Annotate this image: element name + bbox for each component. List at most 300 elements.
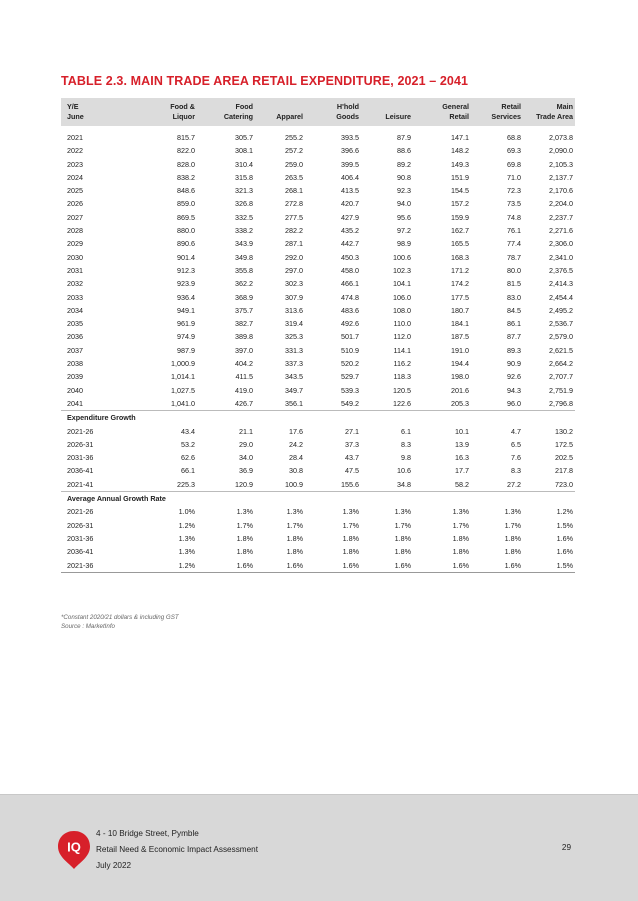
table-cell: 268.1 <box>285 186 303 196</box>
table-cell: 1.8% <box>452 547 469 557</box>
table-cell: 1.2% <box>556 507 573 517</box>
table-cell: 1.6% <box>413 559 471 573</box>
table-cell: 1.8% <box>342 533 359 543</box>
table-cell: 2,090.0 <box>549 146 573 156</box>
table-cell: 94.3 <box>507 385 521 395</box>
table-cell: 337.3 <box>285 359 303 369</box>
table-cell: 184.1 <box>451 319 469 329</box>
column-header-line2: Apparel <box>276 112 303 121</box>
table-cell: 501.7 <box>341 332 359 342</box>
table-cell: 68.8 <box>507 133 521 142</box>
table-cell: 1.7% <box>394 520 411 530</box>
table-cell: 1.7% <box>236 520 253 530</box>
table-cell: 474.8 <box>341 292 359 302</box>
expenditure-table <box>61 98 575 573</box>
column-header-line1: General <box>442 102 469 111</box>
table-notes <box>61 613 179 631</box>
table-cell: 1.8% <box>286 547 303 557</box>
table-cell: 1,027.5 <box>171 385 195 395</box>
table-cell: 305.7 <box>235 133 253 142</box>
table-cell: 73.5 <box>507 199 521 209</box>
table-row <box>61 505 575 518</box>
table-cell: 180.7 <box>451 305 469 315</box>
table-cell: 325.3 <box>285 332 303 342</box>
table-cell: 194.4 <box>451 359 469 369</box>
table-row <box>61 384 575 397</box>
table-cell: 282.2 <box>285 226 303 236</box>
table-cell: 2,376.5 <box>549 265 573 275</box>
column-header <box>139 98 197 126</box>
table-cell: 1.8% <box>504 547 521 557</box>
table-cell: 815.7 <box>177 133 195 142</box>
column-header-line2: Catering <box>223 112 253 121</box>
table-cell: 94.0 <box>397 199 411 209</box>
table-cell: 272.8 <box>285 199 303 209</box>
row-label: 2021 <box>67 133 83 142</box>
table-cell: 114.1 <box>393 345 411 355</box>
table-cell: 277.5 <box>285 212 303 222</box>
table-cell: 1.3% <box>342 507 359 517</box>
table-cell: 120.5 <box>393 385 411 395</box>
table-cell: 1.7% <box>452 520 469 530</box>
table-row <box>61 171 575 184</box>
table-cell: 343.5 <box>285 372 303 382</box>
row-label: 2031-36 <box>67 533 94 543</box>
table-row <box>61 197 575 210</box>
table-cell: 292.0 <box>285 252 303 262</box>
footer-address: 4 - 10 Bridge Street, Pymble <box>96 829 199 838</box>
constant-dollars-note: *Constant 2020/21 dollars & including GST <box>61 614 179 621</box>
table-row <box>61 478 575 492</box>
table-cell: 2,306.0 <box>549 239 573 249</box>
table-row <box>61 438 575 451</box>
table-cell: 96.0 <box>471 397 523 411</box>
table-cell: 723.0 <box>523 478 575 492</box>
table-cell: 901.4 <box>177 252 195 262</box>
table-cell: 43.4 <box>181 426 195 436</box>
table-cell: 310.4 <box>235 159 253 169</box>
row-label: 2024 <box>67 172 83 182</box>
table-cell: 157.2 <box>451 199 469 209</box>
table-cell: 191.0 <box>451 345 469 355</box>
iq-logo-icon <box>57 830 91 870</box>
table-cell: 1.8% <box>394 547 411 557</box>
table-cell: 510.9 <box>341 345 359 355</box>
table-cell: 2,137.7 <box>549 172 573 182</box>
table-cell: 2,621.5 <box>549 345 573 355</box>
table-cell: 308.1 <box>235 146 253 156</box>
table-cell: 936.4 <box>177 292 195 302</box>
table-cell: 110.0 <box>393 319 411 329</box>
table-cell: 520.2 <box>341 359 359 369</box>
table-cell: 13.9 <box>455 439 469 449</box>
table-row <box>61 357 575 370</box>
table-cell: 2,271.6 <box>549 226 573 236</box>
table-cell: 149.3 <box>451 159 469 169</box>
table-cell: 90.8 <box>397 172 411 182</box>
table-cell: 2,170.6 <box>549 186 573 196</box>
table-cell: 148.2 <box>451 146 469 156</box>
table-cell: 78.7 <box>507 252 521 262</box>
column-header <box>255 98 305 126</box>
table-row <box>61 397 575 411</box>
table-cell: 1.8% <box>394 533 411 543</box>
table-cell: 450.3 <box>341 252 359 262</box>
table-cell: 2,707.7 <box>549 372 573 382</box>
table-cell: 98.9 <box>397 239 411 249</box>
table-cell: 397.0 <box>235 345 253 355</box>
table-cell: 1.2% <box>178 520 195 530</box>
table-row <box>61 251 575 264</box>
table-cell: 36.9 <box>239 466 253 476</box>
column-header <box>61 98 139 126</box>
table-cell: 84.5 <box>507 305 521 315</box>
table-cell: 426.7 <box>197 397 255 411</box>
table-cell: 8.3 <box>511 466 521 476</box>
table-row <box>61 344 575 357</box>
row-label: 2026 <box>67 199 83 209</box>
row-label: 2034 <box>67 305 83 315</box>
row-label: 2025 <box>67 186 83 196</box>
table-cell: 828.0 <box>177 159 195 169</box>
table-body <box>61 126 575 572</box>
table-cell: 69.3 <box>507 146 521 156</box>
table-cell: 326.8 <box>235 199 253 209</box>
table-cell: 74.8 <box>507 212 521 222</box>
table-cell: 30.8 <box>289 466 303 476</box>
table-cell: 419.0 <box>235 385 253 395</box>
table-cell: 349.8 <box>235 252 253 262</box>
table-cell: 1,014.1 <box>171 372 195 382</box>
table-cell: 10.6 <box>397 466 411 476</box>
row-label: 2030 <box>67 252 83 262</box>
table-cell: 297.0 <box>285 265 303 275</box>
logo-text: IQ <box>67 839 81 855</box>
table-cell: 89.3 <box>507 345 521 355</box>
table-cell: 1.8% <box>504 533 521 543</box>
column-header-line2: Liquor <box>172 112 195 121</box>
table-cell: 2,341.0 <box>549 252 573 262</box>
row-label: 2027 <box>67 212 83 222</box>
table-cell: 24.2 <box>289 439 303 449</box>
table-row <box>61 277 575 290</box>
table-row <box>61 237 575 250</box>
table-cell: 172.5 <box>555 439 573 449</box>
table-row <box>61 545 575 558</box>
table-cell: 147.1 <box>451 133 469 142</box>
row-label: 2031-36 <box>67 453 94 463</box>
table-cell: 102.3 <box>393 265 411 275</box>
table-cell: 1.2% <box>139 559 197 573</box>
table-row <box>61 131 575 144</box>
table-cell: 34.0 <box>239 453 253 463</box>
section-row <box>61 411 575 425</box>
column-header <box>305 98 361 126</box>
table-cell: 4.7 <box>511 426 521 436</box>
table-cell: 162.7 <box>451 226 469 236</box>
table-cell: 58.2 <box>413 478 471 492</box>
table-cell: 869.5 <box>177 212 195 222</box>
table-cell: 205.3 <box>413 397 471 411</box>
table-cell: 539.3 <box>341 385 359 395</box>
table-cell: 974.9 <box>177 332 195 342</box>
column-header-line1 <box>363 102 411 112</box>
table-cell: 1.3% <box>178 547 195 557</box>
table-cell: 420.7 <box>341 199 359 209</box>
footer-date: July 2022 <box>96 861 132 870</box>
table-cell: 1.3% <box>236 507 253 517</box>
table-cell: 961.9 <box>177 319 195 329</box>
table-cell: 389.8 <box>235 332 253 342</box>
table-cell: 912.3 <box>177 265 195 275</box>
table-cell: 1.8% <box>452 533 469 543</box>
table-cell: 177.5 <box>451 292 469 302</box>
table-cell: 1.8% <box>236 533 253 543</box>
table-cell: 88.6 <box>397 146 411 156</box>
table-cell: 1.6% <box>556 547 573 557</box>
table-cell: 17.7 <box>455 466 469 476</box>
column-header-line2: Trade Area <box>536 112 573 121</box>
table-title: TABLE 2.3. MAIN TRADE AREA RETAIL EXPENDITURE, 2021 – 2041 <box>61 74 469 88</box>
table-cell: 171.2 <box>451 265 469 275</box>
table-cell: 118.3 <box>393 372 411 382</box>
table-cell: 1.7% <box>342 520 359 530</box>
table-cell: 2,751.9 <box>549 385 573 395</box>
table-cell: 257.2 <box>285 146 303 156</box>
table-row <box>61 264 575 277</box>
table-cell: 168.3 <box>451 252 469 262</box>
table-cell: 21.1 <box>239 426 253 436</box>
table-cell: 396.6 <box>341 146 359 156</box>
table-cell: 120.9 <box>197 478 255 492</box>
table-cell: 1.3% <box>178 533 195 543</box>
table-cell: 1.6% <box>255 559 305 573</box>
section-row <box>61 492 575 506</box>
table-row <box>61 370 575 383</box>
table-cell: 321.3 <box>235 186 253 196</box>
row-label: 2021-26 <box>67 426 94 436</box>
table-cell: 225.3 <box>139 478 197 492</box>
table-cell: 315.8 <box>235 172 253 182</box>
table-cell: 458.0 <box>341 265 359 275</box>
table-cell: 255.2 <box>285 133 303 142</box>
table-row <box>61 532 575 545</box>
table-cell: 71.0 <box>507 172 521 182</box>
table-cell: 16.3 <box>455 453 469 463</box>
table-cell: 90.9 <box>507 359 521 369</box>
table-cell: 1,000.9 <box>171 359 195 369</box>
table-cell: 34.8 <box>361 478 413 492</box>
table-cell: 217.8 <box>555 466 573 476</box>
table-cell: 1.8% <box>286 533 303 543</box>
table-cell: 154.5 <box>451 186 469 196</box>
table-cell: 382.7 <box>235 319 253 329</box>
table-row <box>61 317 575 330</box>
table-cell: 1.8% <box>342 547 359 557</box>
row-label: 2023 <box>67 159 83 169</box>
table-row <box>61 330 575 343</box>
table-cell: 130.2 <box>555 426 573 436</box>
table-cell: 307.9 <box>285 292 303 302</box>
table-cell: 529.7 <box>341 372 359 382</box>
row-label: 2032 <box>67 279 83 289</box>
column-header-line1: Main <box>556 102 573 111</box>
table-cell: 116.2 <box>393 359 411 369</box>
table-cell: 355.8 <box>235 265 253 275</box>
table-cell: 1.6% <box>305 559 361 573</box>
table-cell: 28.4 <box>289 453 303 463</box>
table-cell: 97.2 <box>397 226 411 236</box>
row-label: 2029 <box>67 239 83 249</box>
row-label: 2035 <box>67 319 83 329</box>
table-cell: 890.6 <box>177 239 195 249</box>
column-header-line2: Leisure <box>385 112 411 121</box>
table-cell: 89.2 <box>397 159 411 169</box>
row-label: 2026-31 <box>67 439 94 449</box>
row-label: 2039 <box>67 372 83 382</box>
table-cell: 399.5 <box>341 159 359 169</box>
table-cell: 1.7% <box>504 520 521 530</box>
row-label: 2038 <box>67 359 83 369</box>
table-cell: 106.0 <box>393 292 411 302</box>
table-cell: 2,073.8 <box>549 133 573 142</box>
table-cell: 151.9 <box>451 172 469 182</box>
table-cell: 319.4 <box>285 319 303 329</box>
footer-report-title: Retail Need & Economic Impact Assessment <box>96 845 258 854</box>
table-cell: 2,105.3 <box>549 159 573 169</box>
table-cell: 404.2 <box>235 359 253 369</box>
table-cell: 1.6% <box>197 559 255 573</box>
table-cell: 2,495.2 <box>549 305 573 315</box>
table-cell: 122.6 <box>361 397 413 411</box>
table-cell: 483.6 <box>341 305 359 315</box>
table-cell: 923.9 <box>177 279 195 289</box>
table-cell: 987.9 <box>177 345 195 355</box>
column-header-line1: Food & <box>170 102 195 111</box>
table-cell: 108.0 <box>393 305 411 315</box>
table-cell: 76.1 <box>507 226 521 236</box>
row-label: 2033 <box>67 292 83 302</box>
table-cell: 331.3 <box>285 345 303 355</box>
table-cell: 87.9 <box>397 133 411 142</box>
column-header-line1: Y/E <box>67 102 79 111</box>
table-cell: 2,414.3 <box>549 279 573 289</box>
table-cell: 1,041.0 <box>139 397 197 411</box>
table-cell: 27.2 <box>471 478 523 492</box>
table-cell: 848.6 <box>177 186 195 196</box>
row-label: 2036-41 <box>67 547 94 557</box>
table-cell: 2,796.8 <box>523 397 575 411</box>
table-cell: 27.1 <box>345 426 359 436</box>
table-row <box>61 158 575 171</box>
column-header <box>523 98 575 126</box>
table-cell: 2,536.7 <box>549 319 573 329</box>
table-cell: 92.3 <box>397 186 411 196</box>
table-cell: 187.5 <box>451 332 469 342</box>
table-cell: 1.3% <box>286 507 303 517</box>
table-cell: 838.2 <box>177 172 195 182</box>
table-cell: 949.1 <box>177 305 195 315</box>
table-cell: 53.2 <box>181 439 195 449</box>
table-cell: 69.8 <box>507 159 521 169</box>
table-cell: 10.1 <box>455 426 469 436</box>
table-cell: 356.1 <box>255 397 305 411</box>
table-cell: 822.0 <box>177 146 195 156</box>
column-header <box>197 98 255 126</box>
table-cell: 1.3% <box>504 507 521 517</box>
table-cell: 287.1 <box>285 239 303 249</box>
column-header-line2: Goods <box>336 112 359 121</box>
table-cell: 174.2 <box>451 279 469 289</box>
table-cell: 7.6 <box>511 453 521 463</box>
row-label: 2021-41 <box>61 478 139 492</box>
table-cell: 43.7 <box>345 453 359 463</box>
table-cell: 263.5 <box>285 172 303 182</box>
table-cell: 411.5 <box>235 372 253 382</box>
table-cell: 406.4 <box>341 172 359 182</box>
row-label: 2037 <box>67 345 83 355</box>
table-cell: 259.0 <box>285 159 303 169</box>
table-cell: 1.5% <box>523 559 575 573</box>
row-label: 2041 <box>61 397 139 411</box>
table-cell: 8.3 <box>401 439 411 449</box>
table-cell: 17.6 <box>289 426 303 436</box>
table-cell: 1.5% <box>556 520 573 530</box>
row-label: 2021-36 <box>61 559 139 573</box>
table-cell: 95.6 <box>397 212 411 222</box>
table-row <box>61 224 575 237</box>
table-cell: 92.6 <box>507 372 521 382</box>
table-cell: 202.5 <box>555 453 573 463</box>
table-row <box>61 451 575 464</box>
table-cell: 343.9 <box>235 239 253 249</box>
table-cell: 6.5 <box>511 439 521 449</box>
table-cell: 29.0 <box>239 439 253 449</box>
table-row <box>61 144 575 157</box>
section-title: Average Annual Growth Rate <box>67 494 166 504</box>
table-cell: 159.9 <box>451 212 469 222</box>
table-cell: 549.2 <box>305 397 361 411</box>
table-cell: 100.9 <box>255 478 305 492</box>
table-cell: 375.7 <box>235 305 253 315</box>
table-cell: 165.5 <box>451 239 469 249</box>
column-header-line1: H'hold <box>336 102 359 111</box>
table-cell: 413.5 <box>341 186 359 196</box>
table-row <box>61 304 575 317</box>
row-label: 2021-26 <box>67 507 94 517</box>
table-cell: 80.0 <box>507 265 521 275</box>
table-cell: 83.0 <box>507 292 521 302</box>
table-cell: 393.5 <box>341 133 359 142</box>
table-cell: 427.9 <box>341 212 359 222</box>
row-label: 2036 <box>67 332 83 342</box>
table-cell: 1.6% <box>471 559 523 573</box>
table-cell: 81.5 <box>507 279 521 289</box>
table-cell: 466.1 <box>341 279 359 289</box>
column-header-line2: June <box>67 112 84 121</box>
table-cell: 332.5 <box>235 212 253 222</box>
table-cell: 362.2 <box>235 279 253 289</box>
table-cell: 880.0 <box>177 226 195 236</box>
table-row <box>61 425 575 438</box>
table-cell: 302.3 <box>285 279 303 289</box>
table-cell: 87.7 <box>507 332 521 342</box>
table-cell: 1.0% <box>178 507 195 517</box>
column-header-line1: Food <box>235 102 253 111</box>
table-cell: 338.2 <box>235 226 253 236</box>
table-cell: 2,579.0 <box>549 332 573 342</box>
table-cell: 435.2 <box>341 226 359 236</box>
